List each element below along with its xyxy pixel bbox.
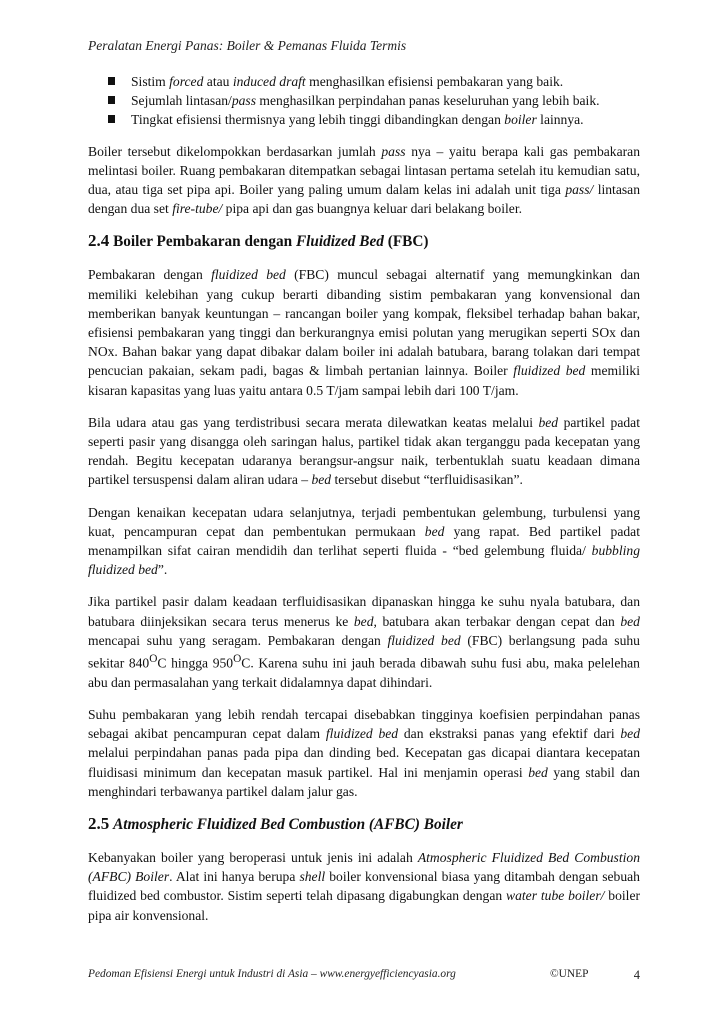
list-item: [108, 110, 640, 129]
paragraph: Suhu pembakaran yang lebih rendah tercapai disebabkan tingginya koefisien perpindahan panas sebagai akibat pencampuran cepat dalam fluidized bed dan ekstraksi panas yang efektif dari bed melalui perpindahan panas pada pipa dan dinding bed. Kecepatan gas dicapai diantara kecepatan fluidisasi minimum dan kecepatan masuk partikel. Hal ini menjamin operasi bed yang stabil dan menghindari terbawanya partikel dalam jalur gas.: [88, 707, 641, 799]
section-number: 2.5: [88, 814, 110, 834]
footer-source: Pedoman Efisiensi Energi untuk Industri di Asia – www.energyefficiencyasia.org: [88, 968, 456, 980]
paragraph-boiler-classification: Boiler tersebut dikelompokkan berdasarkan jumlah pass nya – yaitu berapa kali gas pembakaran melintasi boiler. Ruang pembakaran ditempatkan sebagai lintasan pertama setelah itu kemudian satu, dua, atau tiga set pipa api. Boiler yang paling umum dalam kelas ini adalah unit tiga pass/ lintasan dengan dua set fire-tube/ pipa api dan gas buangnya keluar dari belakang boiler.: [88, 143, 640, 217]
paragraph: Jika partikel pasir dalam keadaan terfluidisasikan dipanaskan hingga ke suhu nyala batubara, dan batubara diinjeksikan secara terus menerus ke bed, batubara akan terbakar dengan cepat dan bed mencapai suhu yang seragam. Pembakaran dengan fluidized bed (FBC) berlangsung pada suhu sekitar $840^OC$ hingga $950^OC$. Karena suhu ini jauh berada dibawah suhu fusi abu, maka pelelehan abu dan permasalahan yang terkait didalamnya dapat dihindari.: [88, 594, 640, 690]
document-body: [88, 72, 640, 938]
running-header: Peralatan Energi Panas: Boiler & Pemanas Fluida Termis: [88, 38, 407, 53]
section-title: Atmospheric Fluidized Bed Combustion (AFBC) Boiler: [113, 816, 463, 834]
paragraph: Bila udara atau gas yang terdistribusi secara merata dilewatkan keatas melalui bed partikel padat seperti pasir yang disangga oleh saringan halus, partikel tidak akan terganggu pada kecepatan yang rendah. Begitu kecepatan udaranya berangsur-angsur naik, terbentuklah suatu keadaan dimana partikel tersuspensi dalam aliran udara – bed tersebut disebut “terfluidisasikan”.: [88, 414, 640, 488]
paragraph: Pembakaran dengan fluidized bed (FBC) muncul sebagai alternatif yang memungkinkan dan memiliki kelebihan yang cukup berarti dibanding sistim pembakaran yang konvensional dan memberikan banyak keuntungan – rancangan boiler yang kompak, fleksibel terhadap bahan bakar, efisiensi pembakaran yang tinggi dan berkurangnya emisi polutan yang merugikan seperti SOx dan NOx. Bahan bakar yang dapat dibakar dalam boiler ini adalah batubara, barang tolakan dari tempat pencucian pakaian, sekam padi, bagas & limbah pertanian lainnya. Boiler fluidized bed memiliki kisaran kapasitas yang luas yaitu antara 0.5 T/jam sampai lebih dari 100 T/jam.: [88, 267, 640, 398]
page-number: 4: [633, 968, 640, 982]
section-number: 2.4: [88, 231, 110, 251]
paragraph: Dengan kenaikan kecepatan udara selanjutnya, terjadi pembentukan gelembung, turbulensi yang kuat, pencampuran cepat dan pembentukan permukaan bed yang rapat. Bed partikel padat menampilkan sifat cairan mendidih dan terlihat seperti fluida - “bed gelembung fluida/ bubbling fluidized bed”.: [88, 504, 640, 578]
list-item-text: Sejumlah lintasan/pass menghasilkan perpindahan panas keseluruhan yang lebih baik.: [131, 93, 600, 109]
square-bullet-icon: [108, 115, 115, 123]
section-title: Boiler Pembakaran dengan Fluidized Bed (FBC): [109, 233, 429, 251]
section-heading-2-4: [88, 231, 640, 252]
list-item: [108, 72, 640, 91]
square-bullet-icon: [108, 77, 115, 85]
section-heading-2-5: [88, 814, 640, 835]
page-footer: [88, 968, 640, 980]
advantages-list: [88, 72, 640, 130]
list-item-text: Sistim forced atau induced draft menghasilkan efisiensi pembakaran yang baik.: [131, 74, 564, 89]
list-item-text: Tingkat efisiensi thermisnya yang lebih tinggi dibandingkan dengan boiler lainnya.: [131, 112, 584, 128]
footer-copyright: ©UNEP: [550, 968, 589, 980]
square-bullet-icon: [108, 96, 115, 104]
paragraph: Kebanyakan boiler yang beroperasi untuk jenis ini adalah Atmospheric Fluidized Bed Combustion (AFBC) Boiler. Alat ini hanya berupa shell boiler konvensional biasa yang ditambah dengan sebuah fluidized bed combustor. Sistim seperti telah dipasang digabungkan dengan water tube boiler/ boiler pipa air konvensional.: [88, 850, 641, 923]
list-item: [108, 91, 640, 110]
